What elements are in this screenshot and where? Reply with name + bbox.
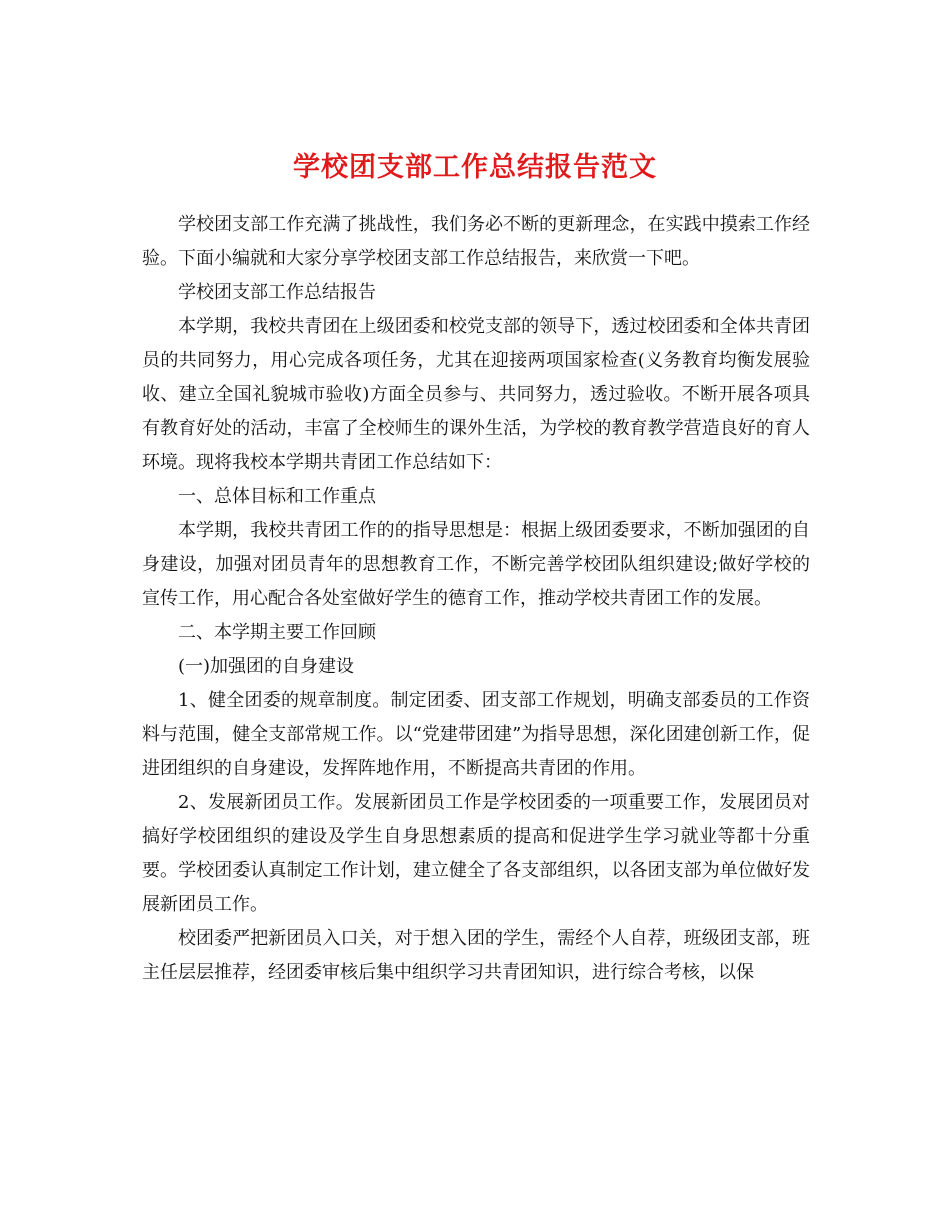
section-heading: 一、总体目标和工作重点 — [178, 486, 376, 507]
paragraph: 本学期，我校共青团在上级团委和校党支部的领导下，透过校团委和全体共青团员的共同努力，用心完成各项任务，尤其在迎接两项国家检查(义务教育均衡发展验收、建立全国礼貌城市验收)方面全员参与、共同努力，透过验收。不断开展各项具有教育好处的活动，丰富了全校师生的课外生活，为学校的教育教学营造良好的育人环境。现将我校本学期共青团工作总结如下： — [142, 316, 810, 473]
paragraph: 2、发展新团员工作。发展新团员工作是学校团委的一项重要工作，发展团员对搞好学校团组织的建设及学生自身思想素质的提高和促进学生学习就业等都十分重要。学校团委认真制定工作计划，建立健全了各支部组织，以各团支部为单位做好发展新团员工作。 — [142, 792, 810, 915]
paragraph: 学校团支部工作总结报告 — [178, 282, 376, 303]
paragraph: 校团委严把新团员入口关，对于想入团的学生，需经个人自荐，班级团支部，班主任层层推荐，经团委审核后集中组织学习共青团知识，进行综合考核，以保 — [142, 928, 810, 983]
section-heading: 二、本学期主要工作回顾 — [178, 622, 376, 643]
document-title: 学校团支部工作总结报告范文 — [293, 152, 657, 184]
paragraph: 本学期，我校共青团工作的的指导思想是：根据上级团委要求，不断加强团的自身建设，加强对团员青年的思想教育工作，不断完善学校团队组织建设;做好学校的宣传工作，用心配合各处室做好学生的德育工作，推动学校共青团工作的发展。 — [142, 520, 810, 609]
document-body — [142, 208, 810, 990]
subsection-heading: (一)加强团的自身建设 — [178, 656, 355, 677]
paragraph: 1、健全团委的规章制度。制定团委、团支部工作规划，明确支部委员的工作资料与范围，健全支部常规工作。以“党建带团建”为指导思想，深化团建创新工作，促进团组织的自身建设，发挥阵地作用，不断提高共青团的作用。 — [142, 690, 810, 779]
paragraph: 学校团支部工作充满了挑战性，我们务必不断的更新理念，在实践中摸索工作经验。下面小编就和大家分享学校团支部工作总结报告，来欣赏一下吧。 — [142, 214, 810, 269]
